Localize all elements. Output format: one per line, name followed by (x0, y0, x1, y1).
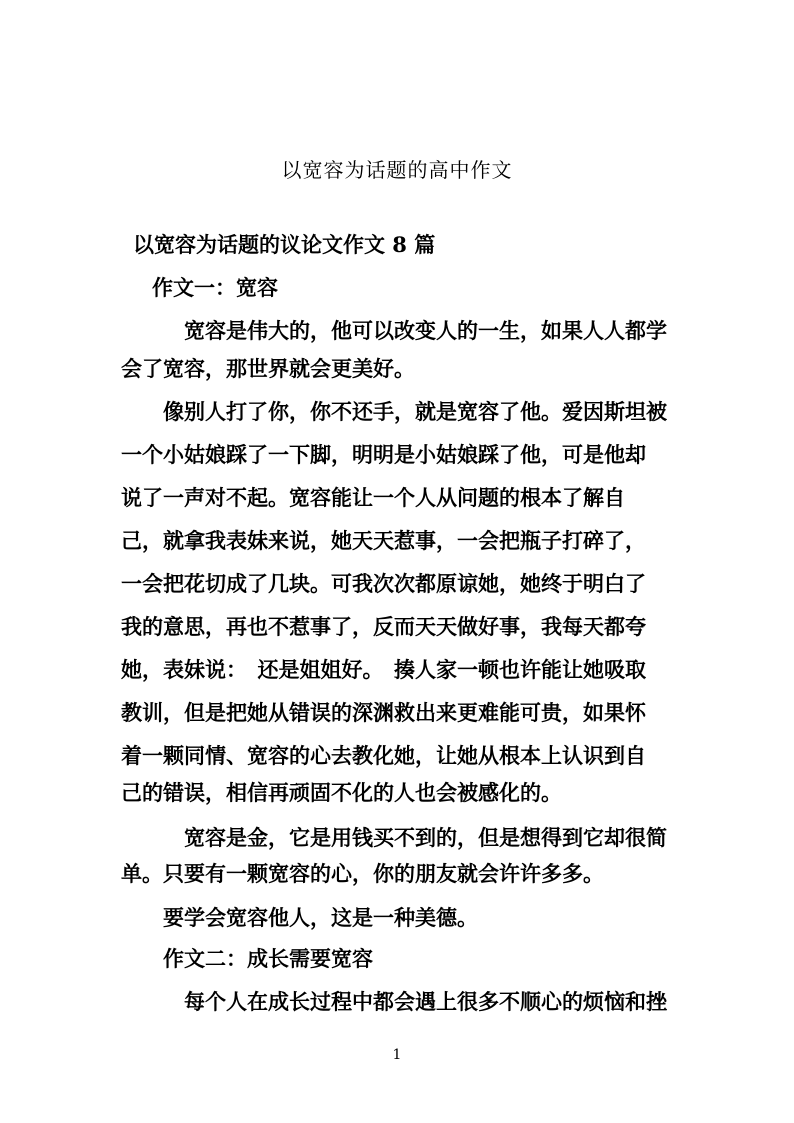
paragraph-line: 要学会宽容他人，这是一种美德。 (163, 905, 478, 930)
paragraph-line: 己的错误，相信再顽固不化的人也会被感化的。 (121, 780, 562, 805)
page-title: 以宽容为话题的高中作文 (281, 158, 513, 182)
paragraph-line: 宽容是伟大的，他可以改变人的一生，如果人人都学 (184, 318, 667, 343)
paragraph-line: 着一颗同情、宽容的心去教化她，让她从根本上认识到自 (121, 743, 646, 768)
paragraph-line: 我的意思，再也不惹事了，反而天天做好事，我每天都夸 (121, 614, 646, 639)
paragraph-line: 会了宽容，那世界就会更美好。 (121, 356, 415, 381)
paragraph-line: 像别人打了你，你不还手，就是宽容了他。爱因斯坦被 (163, 399, 667, 424)
paragraph-line: 说了一声对不起。宽容能让一个人从问题的根本了解自 (121, 485, 625, 510)
paragraph-line: 一个小姑娘踩了一下脚，明明是小姑娘踩了他，可是他却 (121, 442, 646, 467)
paragraph-line: 己，就拿我表妹来说，她天天惹事，一会把瓶子打碎了， (121, 528, 646, 553)
subtitle: 以宽容为话题的议论文作文 8 篇 (133, 232, 436, 257)
paragraph-line: 她，表妹说： 还是姐姐好。 揍人家一顿也许能让她吸取 (121, 657, 646, 682)
paragraph-line: 宽容是金，它是用钱买不到的，但是想得到它却很简 (184, 825, 667, 850)
paragraph-line: 每个人在成长过程中都会遇上很多不顺心的烦恼和挫 (184, 989, 667, 1014)
paragraph-line: 教训，但是把她从错误的深渊救出来更难能可贵，如果怀 (121, 700, 646, 725)
essay-heading: 作文一：宽容 (152, 275, 278, 300)
paragraph-line: 单。只要有一颗宽容的心，你的朋友就会许许多多。 (121, 861, 604, 886)
paragraph-line: 一会把花切成了几块。可我次次都原谅她，她终于明白了 (121, 571, 646, 596)
essay-heading: 作文二：成长需要宽容 (163, 946, 373, 971)
page-number: 1 (392, 1047, 402, 1063)
